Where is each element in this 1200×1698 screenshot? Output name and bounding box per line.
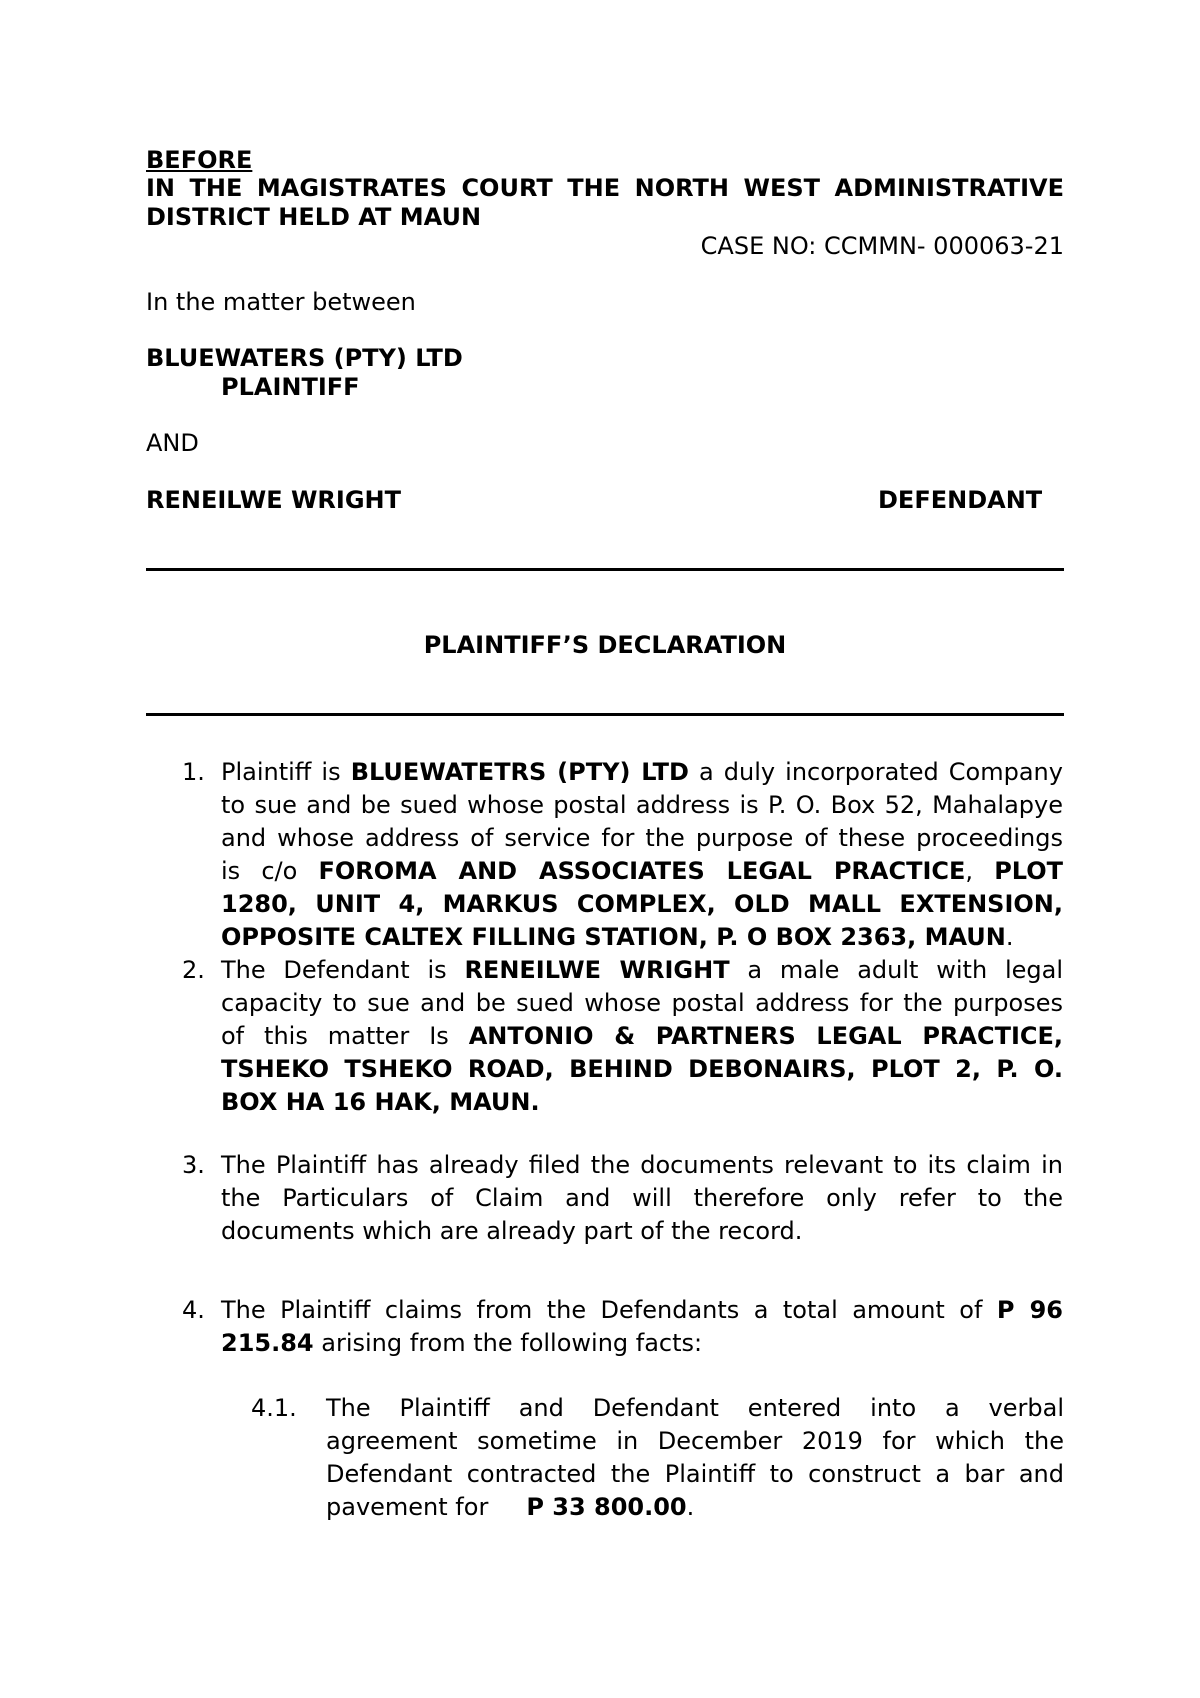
p3-line-1: The Plaintiff has already filed the documents relevant to its claim in — [221, 1151, 1063, 1179]
matter-between: In the matter between — [146, 288, 416, 316]
plaintiff-name: BLUEWATERS (PTY) LTD — [146, 344, 463, 372]
and-label: AND — [146, 429, 199, 457]
paragraph-3-number: 3. — [182, 1151, 205, 1179]
p1-line-2: to sue and be sued whose postal address is P. O. Box 52, Mahalapye — [221, 791, 1063, 819]
p4-1-line-2: agreement sometime in December 2019 for which the — [326, 1427, 1064, 1455]
paragraph-4-number: 4. — [182, 1296, 205, 1324]
document-title: PLAINTIFF’S DECLARATION — [423, 631, 787, 659]
paragraph-3 — [221, 1149, 1063, 1248]
paragraph-1-number: 1. — [182, 758, 205, 786]
p2-line-5: BOX HA 16 HAK, MAUN. — [221, 1088, 540, 1116]
p4-1-line-3: Defendant contracted the Plaintiff to construct a bar and — [326, 1460, 1064, 1488]
plaintiff-role: PLAINTIFF — [221, 373, 360, 401]
bottom-divider — [146, 713, 1064, 716]
case-number: CASE NO: CCMMN- 000063-21 — [700, 232, 1064, 260]
paragraph-4-1-number: 4.1. — [251, 1394, 297, 1422]
paragraph-2 — [221, 954, 1063, 1119]
paragraph-4 — [221, 1294, 1063, 1360]
paragraph-4-1 — [326, 1392, 1064, 1524]
p1-line-6: OPPOSITE CALTEX FILLING STATION, P. O BOX 2363, MAUN. — [221, 923, 1014, 951]
defendant-name: RENEILWE WRIGHT — [146, 486, 401, 514]
defendant-role: DEFENDANT — [878, 486, 1043, 514]
p1-line-1: Plaintiff is BLUEWATETRS (PTY) LTD a duly incorporated Company — [221, 758, 1063, 786]
paragraph-2-number: 2. — [182, 956, 205, 984]
paragraph-1 — [221, 756, 1063, 954]
p2-line-3: of this matter Is ANTONIO & PARTNERS LEGAL PRACTICE, — [221, 1022, 1063, 1050]
p4-1-line-4: pavement for P 33 800.00. — [326, 1493, 695, 1521]
p1-line-3: and whose address of service for the purpose of these proceedings — [221, 824, 1063, 852]
court-line-1: IN THE MAGISTRATES COURT THE NORTH WEST ADMINISTRATIVE — [146, 174, 1064, 202]
p2-line-1: The Defendant is RENEILWE WRIGHT a male adult with legal — [221, 956, 1063, 984]
p3-line-2: the Particulars of Claim and will therefore only refer to the — [221, 1184, 1063, 1212]
court-line-2: DISTRICT HELD AT MAUN — [146, 203, 482, 231]
p1-line-5: 1280, UNIT 4, MARKUS COMPLEX, OLD MALL EXTENSION, — [221, 890, 1063, 918]
p3-line-3: documents which are already part of the record. — [221, 1217, 803, 1245]
p4-1-line-1: The Plaintiff and Defendant entered into a verbal — [326, 1394, 1064, 1422]
p2-line-2: capacity to sue and be sued whose postal address for the purposes — [221, 989, 1063, 1017]
p2-line-4: TSHEKO TSHEKO ROAD, BEHIND DEBONAIRS, PLOT 2, P. O. — [221, 1055, 1063, 1083]
before-heading: BEFORE — [146, 146, 253, 174]
p1-line-4: is c/o FOROMA AND ASSOCIATES LEGAL PRACTICE, PLOT — [221, 857, 1064, 885]
p4-line-1: The Plaintiff claims from the Defendants a total amount of P 96 — [221, 1296, 1064, 1324]
top-divider — [146, 568, 1064, 571]
p4-line-2: 215.84 arising from the following facts: — [221, 1329, 703, 1357]
